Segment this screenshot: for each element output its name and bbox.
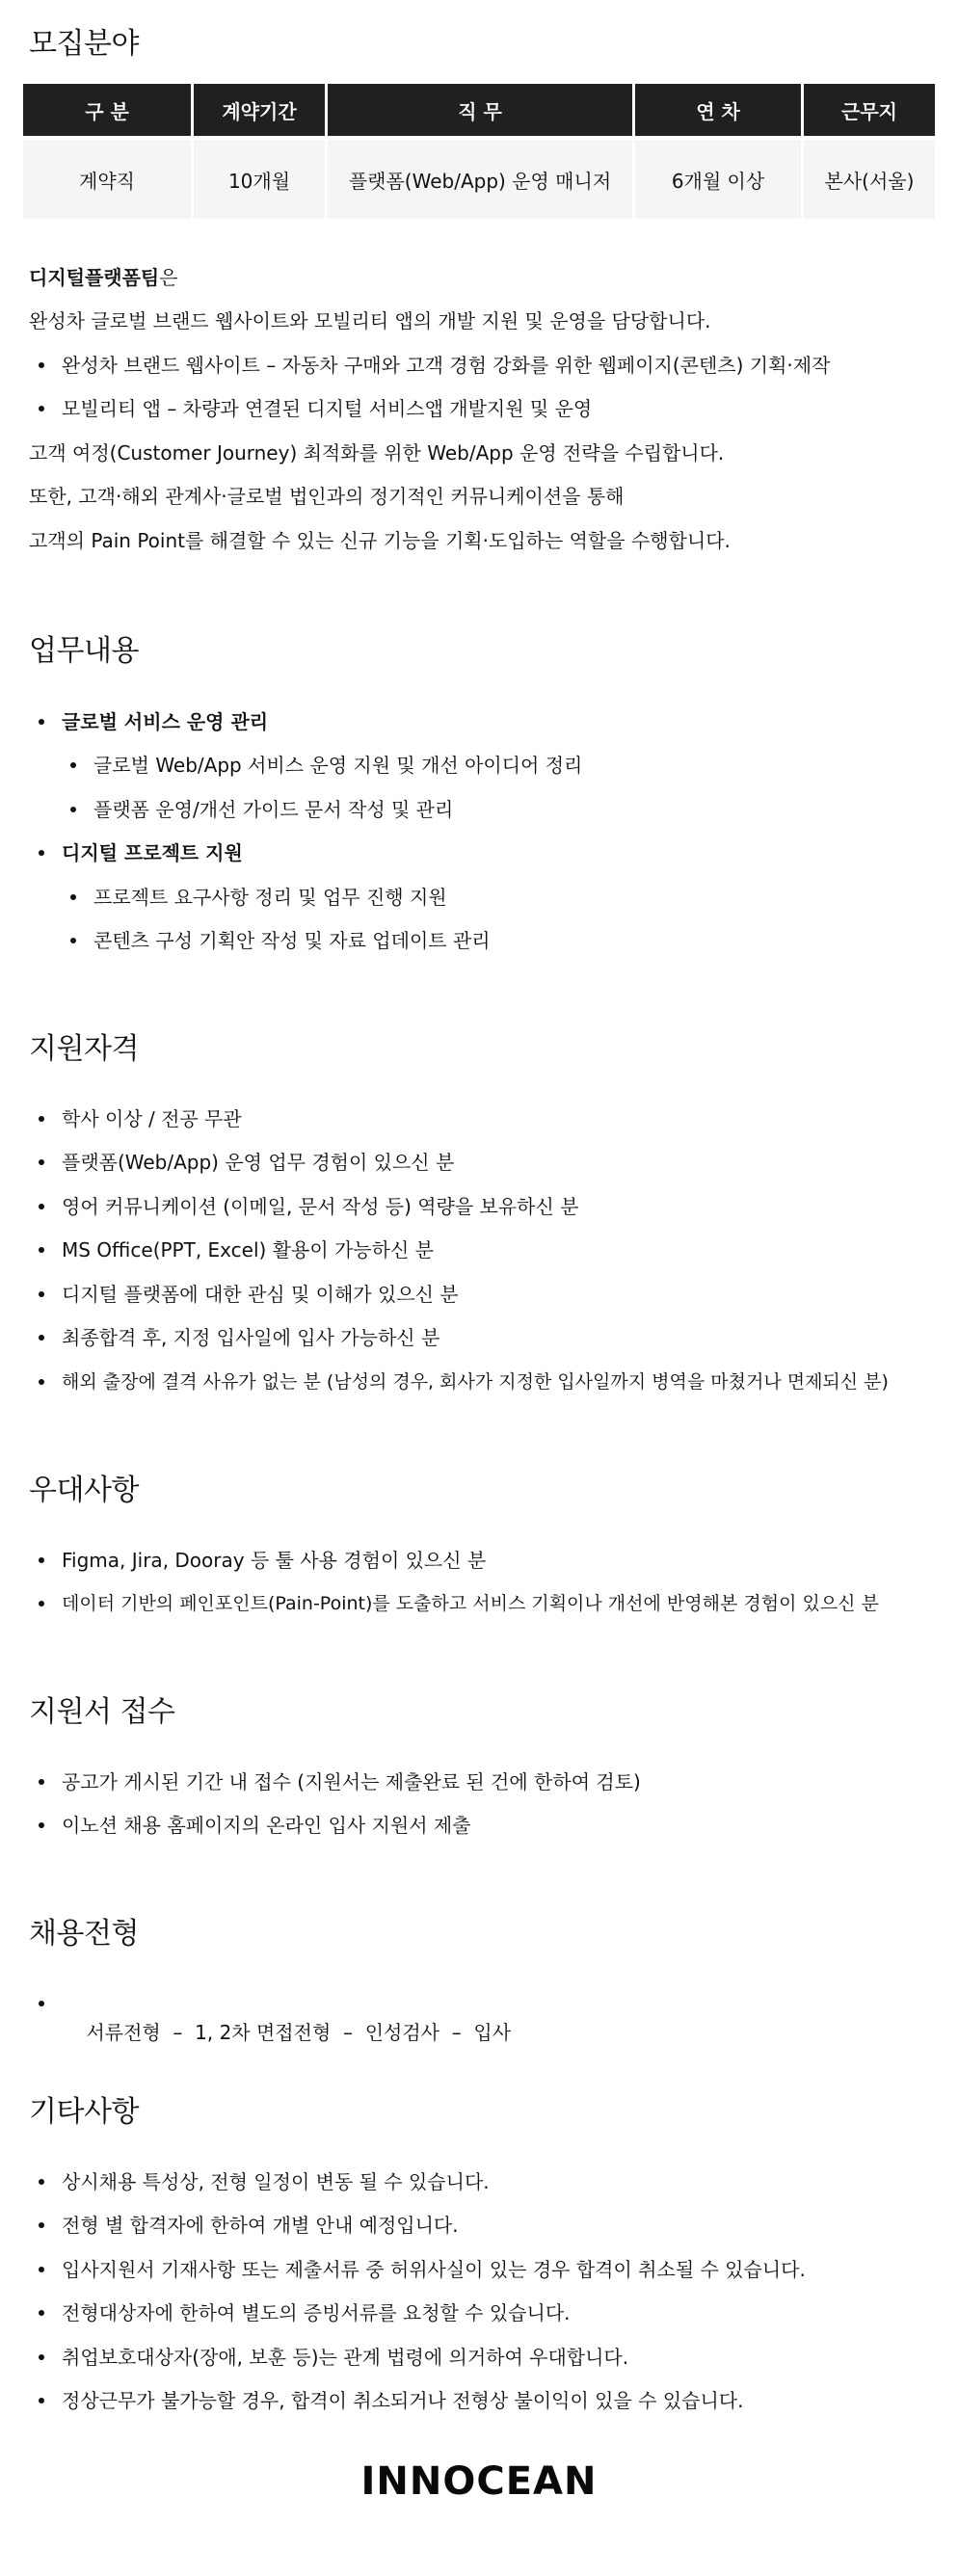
list-item: 서류전형 – 1, 2차 면접전형 – 인성검사 – 입사 — [39, 1989, 511, 2076]
list-item: 모빌리티 앱 – 차량과 연결된 디지털 서비스앱 개발지원 및 운영 — [39, 394, 592, 423]
section-title-process: 채용전형 — [29, 1917, 139, 1951]
team-name: 디지털플랫폼팀 — [29, 266, 160, 289]
list-item: 입사지원서 기재사항 또는 제출서류 중 허위사실이 있는 경우 합격이 취소될 수 있습니다. — [39, 2255, 806, 2284]
intro-line: 고객의 Pain Point를 해결할 수 있는 신규 기능을 기획·도입하는 역할을 수행합니다. — [29, 529, 731, 552]
bullet-icon — [39, 1247, 44, 1253]
section-title-others: 기타사항 — [29, 2095, 139, 2129]
bullet-icon — [39, 1601, 44, 1607]
intro-line: 고객 여정(Customer Journey) 최적화를 위한 Web/App 운영 전략을 수립합니다. — [29, 441, 725, 465]
table-cell: 10개월 — [194, 140, 325, 219]
list-item: 전형 별 합격자에 한하여 개별 안내 예정입니다. — [39, 2211, 459, 2240]
list-item: 완성차 브랜드 웹사이트 – 자동차 구매와 고객 경험 강화를 위한 웹페이지(콘텐츠) 기획·제작 — [39, 351, 830, 380]
table-header-cell: 계약기간 — [194, 84, 325, 140]
bullet-icon — [39, 1822, 44, 1828]
bullet-icon — [39, 1779, 44, 1785]
bullet-icon — [39, 1116, 44, 1122]
section-title-duties: 업무내용 — [29, 634, 139, 668]
table-cell: 계약직 — [23, 140, 191, 219]
team-name-suffix: 은 — [159, 266, 178, 289]
bullet-icon — [39, 1379, 44, 1385]
list-item: 데이터 기반의 페인포인트(Pain-Point)를 도출하고 서비스 기획이나 개선에 반영해본 경험이 있으신 분 — [39, 1589, 879, 1618]
list-item: 전형대상자에 한하여 별도의 증빙서류를 요청할 수 있습니다. — [39, 2298, 571, 2327]
team-intro-line — [29, 263, 178, 292]
table-header-cell: 직 무 — [328, 84, 632, 140]
table-header-cell: 연 차 — [635, 84, 801, 140]
list-item: 최종합격 후, 지정 입사일에 입사 가능하신 분 — [39, 1323, 439, 1352]
list-item: 정상근무가 불가능할 경우, 합격이 취소되거나 전형상 불이익이 있을 수 있습니다. — [39, 2386, 744, 2415]
intro-line: 완성차 글로벌 브랜드 웹사이트와 모빌리티 앱의 개발 지원 및 운영을 담당합니다. — [29, 309, 711, 332]
bullet-icon — [70, 807, 76, 812]
list-item: 공고가 게시된 기간 내 접수 (지원서는 제출완료 된 건에 한하여 검토) — [39, 1767, 641, 1796]
recruit-table — [20, 84, 938, 219]
list-item: 글로벌 Web/App 서비스 운영 지원 및 개선 아이디어 정리 — [70, 751, 582, 780]
table-cell: 플랫폼(Web/App) 운영 매니저 — [328, 140, 632, 219]
section-title-recruit-field: 모집분야 — [29, 27, 139, 61]
table-cell: 6개월 이상 — [635, 140, 801, 219]
bullet-icon — [39, 2310, 44, 2316]
bullet-icon — [39, 1159, 44, 1165]
list-item: 해외 출장에 결격 사유가 없는 분 (남성의 경우, 회사가 지정한 입사일까지 병역을 마쳤거나 면제되신 분) — [39, 1368, 889, 1396]
list-item: MS Office(PPT, Excel) 활용이 가능하신 분 — [39, 1235, 434, 1264]
table-header-cell: 근무지 — [804, 84, 935, 140]
list-item: Figma, Jira, Dooray 등 툴 사용 경험이 있으신 분 — [39, 1546, 486, 1575]
list-item: 디지털 플랫폼에 대한 관심 및 이해가 있으신 분 — [39, 1280, 459, 1309]
bullet-icon — [39, 1204, 44, 1209]
list-item: 취업보호대상자(장애, 보훈 등)는 관계 법령에 의거하여 우대합니다. — [39, 2343, 628, 2372]
innocean-logo: INNOCEAN — [360, 2459, 598, 2504]
bullet-icon — [39, 2179, 44, 2185]
list-item: 플랫폼(Web/App) 운영 업무 경험이 있으신 분 — [39, 1148, 454, 1177]
table-row — [23, 140, 935, 219]
bullet-icon — [39, 362, 44, 368]
list-item: 이노션 채용 홈페이지의 온라인 입사 지원서 제출 — [39, 1811, 471, 1840]
list-item: 플랫폼 운영/개선 가이드 문서 작성 및 관리 — [70, 795, 453, 824]
bullet-icon — [39, 2354, 44, 2360]
list-item: 글로벌 서비스 운영 관리 — [39, 707, 268, 736]
bullet-icon — [39, 406, 44, 412]
bullet-icon — [39, 2267, 44, 2272]
list-item: 영어 커뮤니케이션 (이메일, 문서 작성 등) 역량을 보유하신 분 — [39, 1192, 579, 1221]
table-header-cell: 구 분 — [23, 84, 191, 140]
list-item: 콘텐츠 구성 기획안 작성 및 자료 업데이트 관리 — [70, 926, 491, 955]
list-item: 프로젝트 요구사항 정리 및 업무 진행 지원 — [70, 883, 447, 912]
bullet-icon — [39, 719, 44, 725]
bullet-icon — [39, 2398, 44, 2403]
bullet-icon — [39, 2222, 44, 2228]
bullet-icon — [39, 2001, 44, 2006]
bullet-icon — [39, 850, 44, 856]
bullet-icon — [39, 1335, 44, 1341]
section-title-application: 지원서 접수 — [29, 1695, 175, 1729]
list-item: 디지털 프로젝트 지원 — [39, 838, 243, 867]
list-item: 상시채용 특성상, 전형 일정이 변동 될 수 있습니다. — [39, 2167, 490, 2196]
intro-line: 또한, 고객·해외 관계사·글로벌 법인과의 정기적인 커뮤니케이션을 통해 — [29, 485, 625, 508]
bullet-icon — [39, 1291, 44, 1297]
bullet-icon — [70, 894, 76, 900]
bullet-icon — [70, 938, 76, 943]
section-title-preferences: 우대사항 — [29, 1474, 139, 1507]
section-title-qualifications: 지원자격 — [29, 1032, 139, 1066]
list-item: 학사 이상 / 전공 무관 — [39, 1104, 242, 1133]
table-cell: 본사(서울) — [804, 140, 935, 219]
bullet-icon — [39, 1557, 44, 1563]
bullet-icon — [70, 762, 76, 768]
table-header-row — [23, 84, 935, 140]
